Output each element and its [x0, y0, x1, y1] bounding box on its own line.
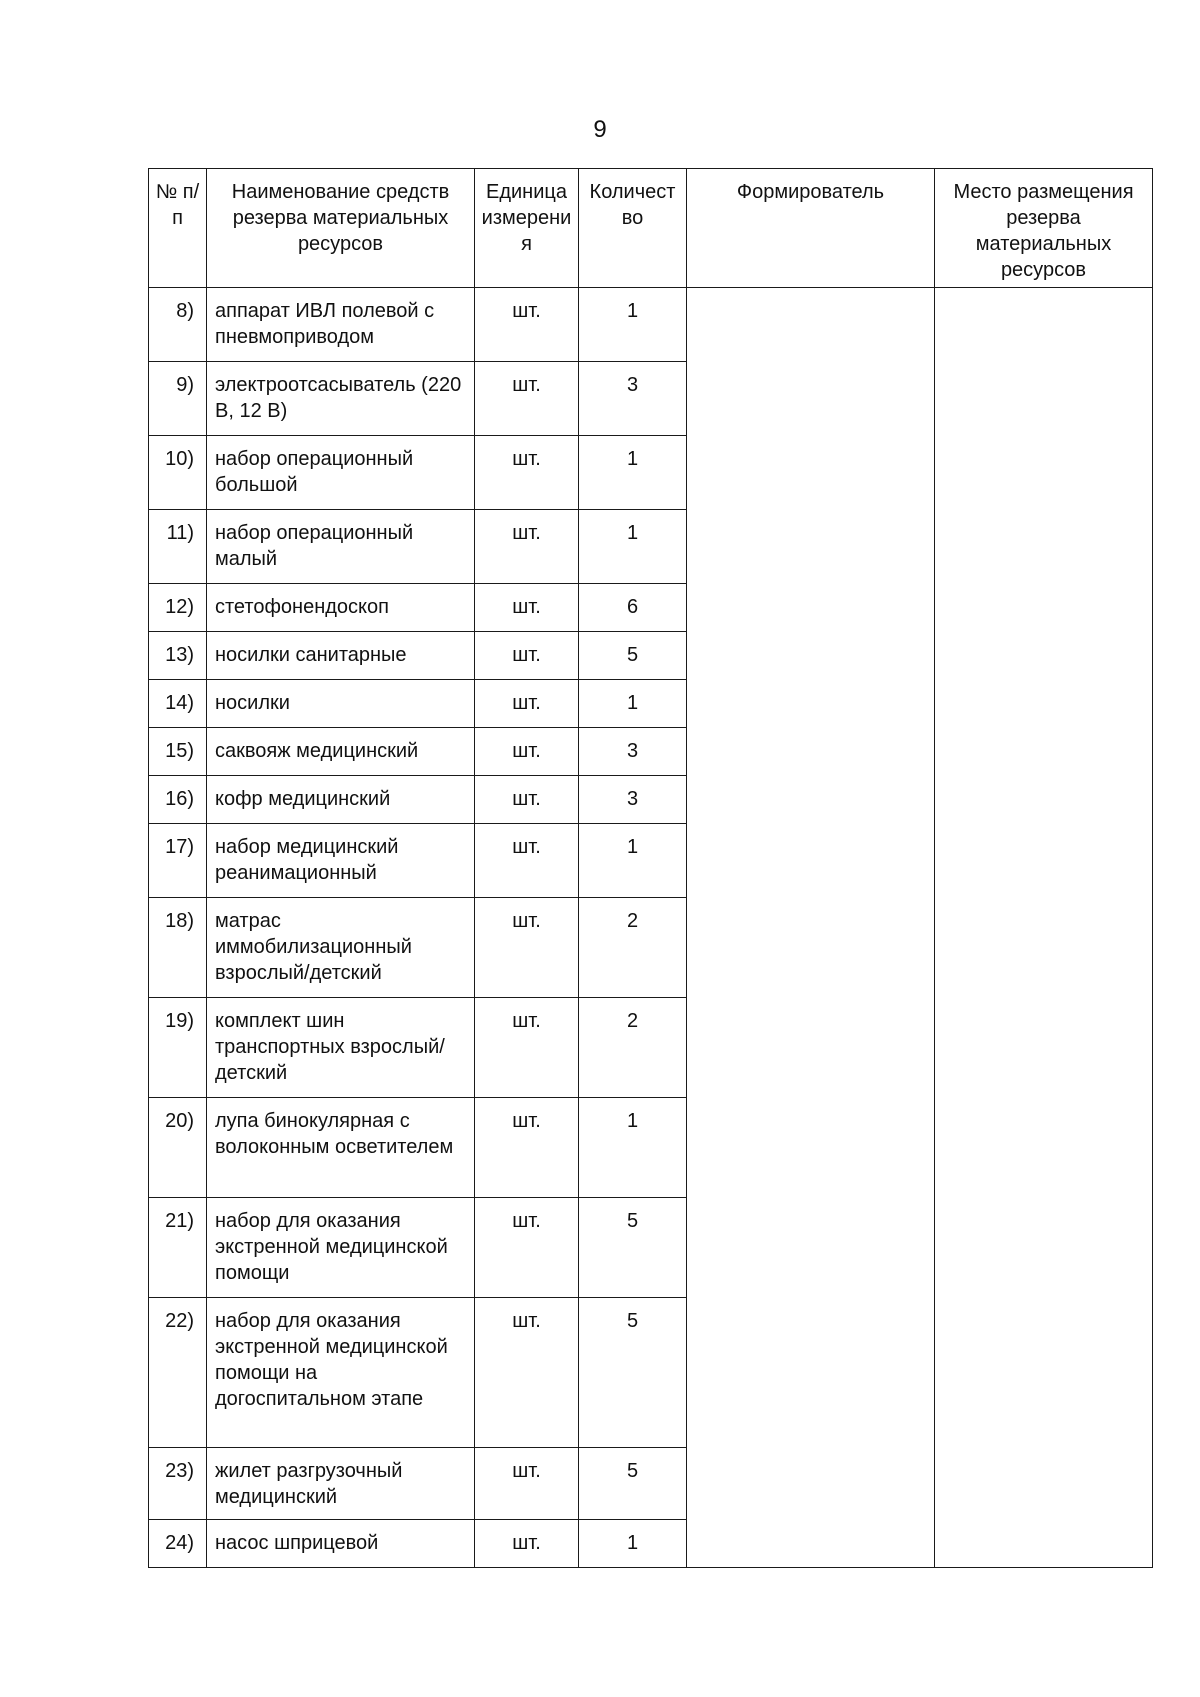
quantity: 3: [579, 362, 687, 436]
quantity: 2: [579, 898, 687, 998]
header-qty: Количество: [579, 169, 687, 288]
item-name: набор операционный большой: [207, 436, 475, 510]
item-name: носилки санитарные: [207, 632, 475, 680]
item-name: кофр медицинский: [207, 776, 475, 824]
row-number: 13): [149, 632, 207, 680]
row-number: 11): [149, 510, 207, 584]
unit-of-measure: шт.: [475, 898, 579, 998]
reserve-table: [148, 168, 1153, 1568]
quantity: 1: [579, 510, 687, 584]
quantity: 5: [579, 1298, 687, 1448]
quantity: 5: [579, 1198, 687, 1298]
unit-of-measure: шт.: [475, 1198, 579, 1298]
row-number: 22): [149, 1298, 207, 1448]
quantity: 1: [579, 288, 687, 362]
row-number: 8): [149, 288, 207, 362]
quantity: 1: [579, 824, 687, 898]
unit-of-measure: шт.: [475, 998, 579, 1098]
unit-of-measure: шт.: [475, 776, 579, 824]
quantity: 1: [579, 436, 687, 510]
row-number: 24): [149, 1520, 207, 1568]
unit-of-measure: шт.: [475, 1448, 579, 1520]
quantity: 3: [579, 776, 687, 824]
unit-of-measure: шт.: [475, 436, 579, 510]
item-name: аппарат ИВЛ полевой с пневмоприводом: [207, 288, 475, 362]
item-name: комплект шин транспортных взрослый/детский: [207, 998, 475, 1098]
quantity: 1: [579, 1098, 687, 1198]
row-number: 15): [149, 728, 207, 776]
quantity: 5: [579, 632, 687, 680]
header-former: Формирователь: [687, 169, 935, 288]
item-name: набор медицинский реанимационный: [207, 824, 475, 898]
unit-of-measure: шт.: [475, 1520, 579, 1568]
unit-of-measure: шт.: [475, 1098, 579, 1198]
unit-of-measure: шт.: [475, 728, 579, 776]
header-num: № п/п: [149, 169, 207, 288]
item-name: лупа бинокулярная с волоконным осветителем: [207, 1098, 475, 1198]
row-number: 21): [149, 1198, 207, 1298]
item-name: саквояж медицинский: [207, 728, 475, 776]
header-name: Наименование средств резерва материальных ресурсов: [207, 169, 475, 288]
unit-of-measure: шт.: [475, 584, 579, 632]
quantity: 2: [579, 998, 687, 1098]
row-number: 12): [149, 584, 207, 632]
row-number: 19): [149, 998, 207, 1098]
item-name: стетофонендоскоп: [207, 584, 475, 632]
row-number: 14): [149, 680, 207, 728]
item-name: жилет разгрузочный медицинский: [207, 1448, 475, 1520]
row-number: 10): [149, 436, 207, 510]
item-name: набор операционный малый: [207, 510, 475, 584]
unit-of-measure: шт.: [475, 824, 579, 898]
header-location: Место размещения резерва материальных ресурсов: [935, 169, 1153, 288]
item-name: насос шприцевой: [207, 1520, 475, 1568]
row-number: 20): [149, 1098, 207, 1198]
table-header-row: [149, 169, 1153, 288]
table-row: [149, 288, 1153, 362]
unit-of-measure: шт.: [475, 632, 579, 680]
former-cell: [687, 288, 935, 1568]
item-name: носилки: [207, 680, 475, 728]
quantity: 1: [579, 1520, 687, 1568]
item-name: электроотсасыватель (220 В, 12 В): [207, 362, 475, 436]
location-cell: [935, 288, 1153, 1568]
page-number: 9: [593, 116, 607, 143]
row-number: 16): [149, 776, 207, 824]
row-number: 23): [149, 1448, 207, 1520]
unit-of-measure: шт.: [475, 362, 579, 436]
quantity: 5: [579, 1448, 687, 1520]
unit-of-measure: шт.: [475, 510, 579, 584]
item-name: набор для оказания экстренной медицинской помощи: [207, 1198, 475, 1298]
item-name: набор для оказания экстренной медицинской помощи на догоспитальном этапе: [207, 1298, 475, 1448]
header-unit: Единица измерения: [475, 169, 579, 288]
unit-of-measure: шт.: [475, 288, 579, 362]
unit-of-measure: шт.: [475, 680, 579, 728]
quantity: 3: [579, 728, 687, 776]
row-number: 18): [149, 898, 207, 998]
row-number: 9): [149, 362, 207, 436]
item-name: матрас иммобилизационный взрослый/детский: [207, 898, 475, 998]
quantity: 1: [579, 680, 687, 728]
row-number: 17): [149, 824, 207, 898]
quantity: 6: [579, 584, 687, 632]
unit-of-measure: шт.: [475, 1298, 579, 1448]
